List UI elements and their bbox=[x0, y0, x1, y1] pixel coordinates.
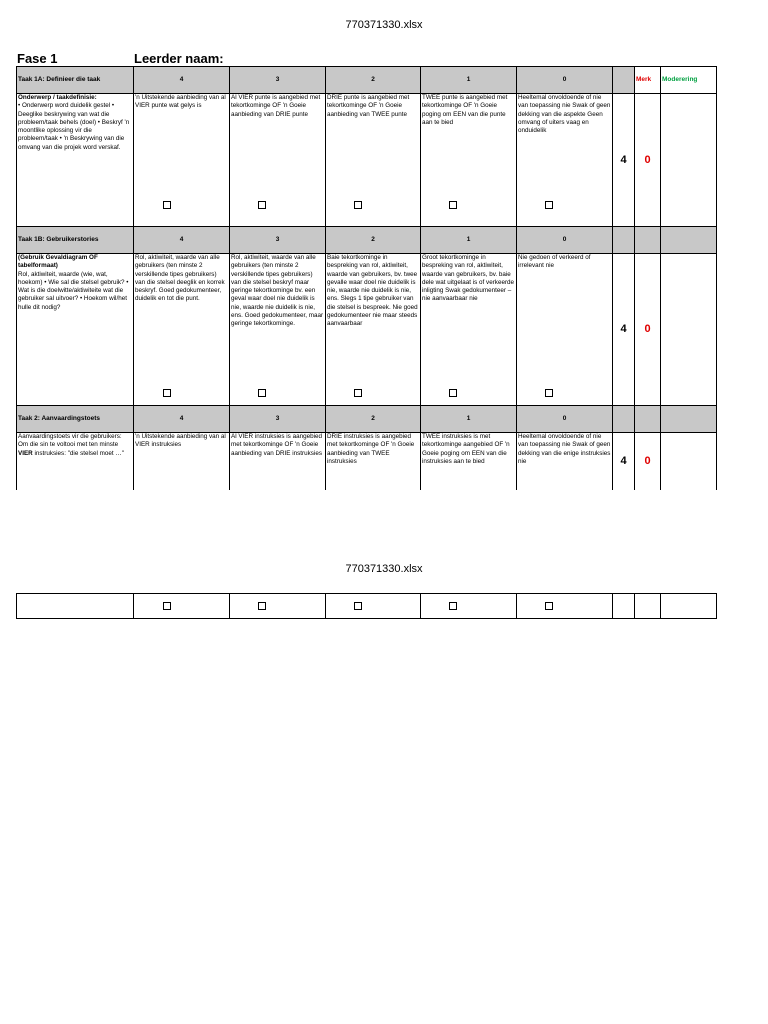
level-header: 1 bbox=[421, 406, 517, 433]
score-header-cell bbox=[613, 67, 635, 94]
criterion-cell bbox=[17, 433, 134, 490]
criterion-row bbox=[17, 94, 717, 227]
score-value: 4 bbox=[613, 433, 635, 490]
criterion-body: • Onderwerp word duidelik gestel • Deeglike beskrywing van wat die probleem/taak behels (doel) • Beskryf 'n moontlike oplossing vir die probleem/taak • 'n Beskrywing van die omvang van die projek word verskaf. bbox=[18, 102, 130, 151]
descriptor-text: Baie tekortkominge in bespreking van rol, aktiwiteit, waarde van gebruikers, bv. twee gevalle waar doel nie duidelik is nie, waarde nie duidelik is nie, ens. Slegs 1 tipe gebruiker van die stelsel is bespreek. Nie goed gedokumenteer nie maar steeds aanvaarbaar bbox=[327, 254, 418, 328]
level-header: 0 bbox=[517, 227, 613, 254]
score-value: 4 bbox=[613, 254, 635, 406]
section-header-row bbox=[17, 67, 717, 94]
criterion-body: Aanvaardingstoets vir die gebruikers: Om die sin te voltooi met ten minste bbox=[18, 433, 122, 449]
merk-value[interactable]: 0 bbox=[635, 94, 661, 227]
descriptor-cell bbox=[134, 433, 230, 490]
descriptor-cell bbox=[326, 94, 421, 227]
checkbox[interactable] bbox=[163, 389, 171, 397]
level-header: 3 bbox=[230, 67, 326, 94]
moderering-header: Moderering bbox=[661, 67, 717, 94]
descriptor-text: 'n Uitstekende aanbieding van al VIER punte wat gelys is bbox=[135, 94, 226, 110]
level-header: 1 bbox=[421, 227, 517, 254]
level-header: 3 bbox=[230, 406, 326, 433]
checkbox[interactable] bbox=[449, 602, 457, 610]
score-header-cell bbox=[613, 227, 635, 254]
criterion-title: (Gebruik Gevaldiagram OF tabelformaat) bbox=[18, 254, 98, 270]
file-name-header-page-2: 770371330.xlsx bbox=[345, 563, 423, 575]
merk-header-cell bbox=[635, 227, 661, 254]
descriptor-text: Al VIER punte is aangebied met tekortkominge OF 'n Goeie aanbieding van DRIE punte bbox=[231, 94, 321, 118]
checkbox[interactable] bbox=[258, 389, 266, 397]
descriptor-cell bbox=[230, 594, 326, 619]
section-title: Taak 1B: Gebruikerstories bbox=[17, 227, 134, 254]
descriptor-text: TWEE instruksies is met tekortkominge aangebied OF 'n Goeie poging om EEN van die instruksies aan te bied bbox=[422, 433, 510, 465]
criterion-body-end: instruksies: "die stelsel moet …" bbox=[32, 449, 124, 457]
descriptor-text: DRIE instruksies is aangebied met tekortkominge OF 'n Goeie aanbieding van TWEE instruksies bbox=[327, 433, 415, 465]
criterion-cell bbox=[17, 594, 134, 619]
section-title: Taak 1A: Definieer die taak bbox=[17, 67, 134, 94]
descriptor-text: Rol, aktiwiteit, waarde van alle gebruikers (ten minste 2 verskillende tipes gebruikers) van die stelsel deeglik en korrek beskryf. Goed gedokumenteer, duidelik en tot die punt. bbox=[135, 254, 225, 303]
merk-cell[interactable] bbox=[635, 594, 661, 619]
descriptor-cell bbox=[421, 594, 517, 619]
checkbox[interactable] bbox=[258, 201, 266, 209]
checkbox[interactable] bbox=[163, 201, 171, 209]
descriptor-cell bbox=[326, 433, 421, 490]
criterion-body: Rol, aktiwiteit, waarde (wie, wat, hoekom) • Wie sal die stelsel gebruik? • Wat is die doelwitte/aktiwiteite wat die gebruiker sal uitvoer? • Hoekom wil/het hulle dit nodig? bbox=[18, 270, 129, 311]
descriptor-text: TWEE punte is aangebied met tekortkominge OF 'n Goeie poging om EEN van die punte aan te bied bbox=[422, 94, 508, 126]
criterion-cell bbox=[17, 94, 134, 227]
descriptor-cell bbox=[517, 594, 613, 619]
descriptor-cell bbox=[421, 94, 517, 227]
criterion-title: Onderwerp / taakdefinisie: bbox=[18, 94, 97, 101]
descriptor-text: Groot tekortkominge in bespreking van rol, aktiwiteit, waarde van gebruikers, bv. baie dele wat uitgelaat is of verkeerde inligting Swak gedokumenteer – nie aanvaarbaar nie bbox=[422, 254, 515, 303]
checkbox[interactable] bbox=[545, 602, 553, 610]
checkbox[interactable] bbox=[545, 201, 553, 209]
criterion-row bbox=[17, 433, 717, 490]
descriptor-cell bbox=[421, 433, 517, 490]
descriptor-text: DRIE punte is aangebied met tekortkominge OF 'n Goeie aanbieding van TWEE punte bbox=[327, 94, 410, 118]
merk-header: Merk bbox=[635, 67, 661, 94]
rubric-table-continued bbox=[16, 593, 717, 619]
descriptor-cell bbox=[517, 433, 613, 490]
checkbox[interactable] bbox=[163, 602, 171, 610]
moderering-cell[interactable] bbox=[661, 594, 717, 619]
moderering-header-cell bbox=[661, 406, 717, 433]
score-header-cell bbox=[613, 406, 635, 433]
descriptor-cell bbox=[517, 254, 613, 406]
phase-title: Fase 1 bbox=[17, 51, 58, 66]
descriptor-text: Nie gedoen of verkeerd of irrelevant nie bbox=[518, 254, 591, 270]
level-header: 1 bbox=[421, 67, 517, 94]
descriptor-cell bbox=[326, 254, 421, 406]
score-value: 4 bbox=[613, 94, 635, 227]
section-header-row bbox=[17, 227, 717, 254]
rubric-table bbox=[16, 66, 717, 490]
checkbox[interactable] bbox=[449, 389, 457, 397]
descriptor-text: Heeltemal onvoldoende of nie van toepassing nie Swak of geen dekking van die enige instruksies nie bbox=[518, 433, 611, 465]
descriptor-cell bbox=[230, 254, 326, 406]
level-header: 0 bbox=[517, 67, 613, 94]
descriptor-text: Al VIER instruksies is aangebied met tekortkominge OF 'n Goeie aanbieding van DRIE instruksies bbox=[231, 433, 323, 457]
descriptor-text: Heeltemal onvoldoende of nie van toepassing nie Swak of geen dekking van die aspekte Geen omvang of uiters vaag en onduidelik bbox=[518, 94, 611, 135]
descriptor-cell bbox=[230, 94, 326, 227]
level-header: 2 bbox=[326, 406, 421, 433]
file-name-header: 770371330.xlsx bbox=[345, 19, 423, 31]
level-header: 4 bbox=[134, 227, 230, 254]
section-title: Taak 2: Aanvaardingstoets bbox=[17, 406, 134, 433]
level-header: 3 bbox=[230, 227, 326, 254]
level-header: 0 bbox=[517, 406, 613, 433]
checkbox[interactable] bbox=[258, 602, 266, 610]
merk-value[interactable]: 0 bbox=[635, 433, 661, 490]
checkbox[interactable] bbox=[354, 389, 362, 397]
merk-value[interactable]: 0 bbox=[635, 254, 661, 406]
descriptor-cell bbox=[134, 594, 230, 619]
checkbox[interactable] bbox=[354, 201, 362, 209]
moderering-header-cell bbox=[661, 227, 717, 254]
descriptor-cell bbox=[134, 94, 230, 227]
descriptor-cell bbox=[517, 94, 613, 227]
descriptor-cell bbox=[421, 254, 517, 406]
learner-name-label: Leerder naam: bbox=[134, 51, 224, 66]
moderering-cell[interactable] bbox=[661, 94, 717, 227]
criterion-cell bbox=[17, 254, 134, 406]
descriptor-cell bbox=[134, 254, 230, 406]
merk-header-cell bbox=[635, 406, 661, 433]
descriptor-text: Rol, aktiwiteit, waarde van alle gebruikers (ten minste 2 verskillende tipes gebruikers) van die stelsel beskryf maar geringe tekortkominge bv. een geval waar doel nie duidelik is nie, waarde nie duidelik is nie, ens. Goed gedokumenteer, maar geringe tekortkominge. bbox=[231, 254, 324, 328]
checkbox[interactable] bbox=[545, 389, 553, 397]
level-header: 4 bbox=[134, 406, 230, 433]
moderering-cell[interactable] bbox=[661, 254, 717, 406]
criterion-row bbox=[17, 254, 717, 406]
section-header-row bbox=[17, 406, 717, 433]
level-header: 2 bbox=[326, 227, 421, 254]
checkbox[interactable] bbox=[354, 602, 362, 610]
level-header: 2 bbox=[326, 67, 421, 94]
criterion-emphasis: VIER bbox=[18, 449, 33, 457]
descriptor-cell bbox=[230, 433, 326, 490]
level-header: 4 bbox=[134, 67, 230, 94]
descriptor-cell bbox=[326, 594, 421, 619]
score-cell bbox=[613, 594, 635, 619]
continued-row bbox=[17, 594, 717, 619]
descriptor-text: 'n Uitstekende aanbieding van al VIER instruksies bbox=[135, 433, 226, 449]
checkbox[interactable] bbox=[449, 201, 457, 209]
moderering-cell[interactable] bbox=[661, 433, 717, 490]
